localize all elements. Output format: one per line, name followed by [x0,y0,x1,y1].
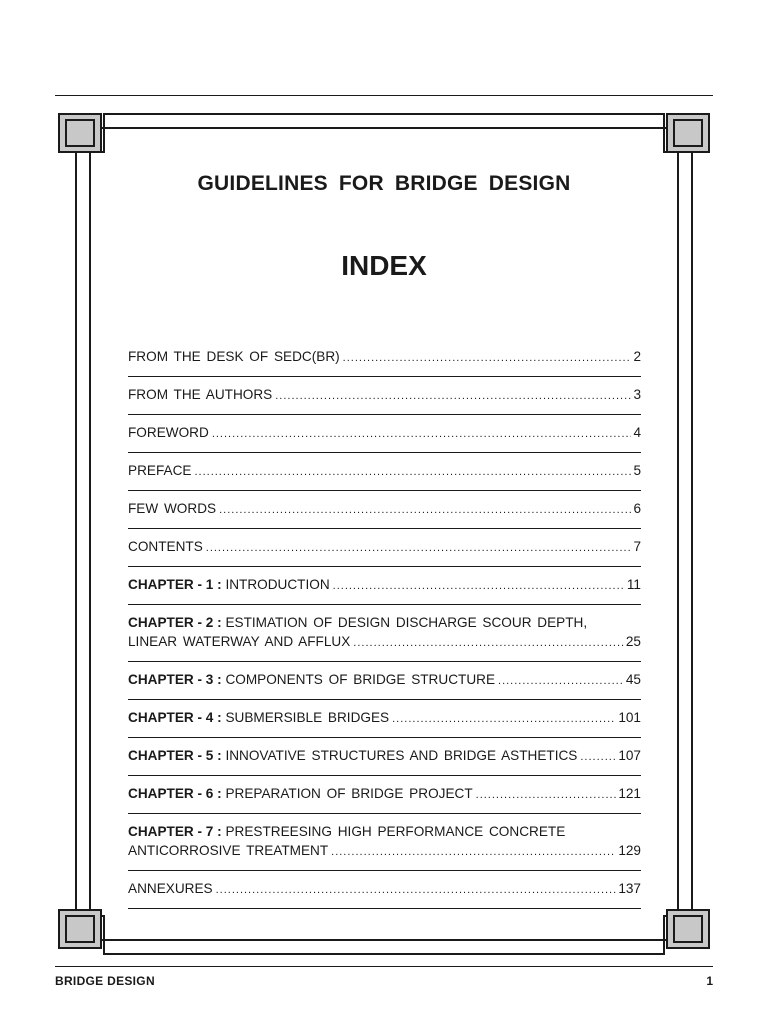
toc-entry[interactable] [128,700,641,738]
footer-page-number: 1 [706,974,713,988]
footer-rule [55,966,713,967]
dot-leader [476,786,617,805]
book-title: GUIDELINES FOR BRIDGE DESIGN [197,172,571,195]
toc-page-number: 5 [633,463,641,478]
dot-leader [580,748,616,767]
dot-leader [212,425,632,444]
corner-ornament-top-right-inner [674,120,702,146]
toc-entry-title: FROM THE DESK OF SEDC(BR) [128,349,340,364]
index-heading: INDEX [341,250,427,281]
toc-page-number: 45 [625,672,641,687]
toc-page-number: 137 [618,881,641,896]
toc-entry-title: ESTIMATION OF DESIGN DISCHARGE SCOUR DEPTH, [225,615,588,630]
toc-entry-title: INNOVATIVE STRUCTURES AND BRIDGE ASTHETICS [225,748,578,763]
dot-leader [392,710,616,729]
toc-page-number: 129 [618,843,641,858]
dot-leader [275,387,631,406]
toc-entry[interactable] [128,871,641,909]
toc-entry[interactable] [128,339,641,377]
dot-leader [353,634,624,653]
corner-ornament-bottom-right-inner [674,916,702,942]
toc-page-number: 121 [618,786,641,801]
toc-entry[interactable] [128,377,641,415]
toc-entry-title: PREPARATION OF BRIDGE PROJECT [225,786,473,801]
dot-leader [333,577,625,596]
toc-page-number: 3 [633,387,641,402]
chapter-number: CHAPTER - 3 : [128,672,222,687]
dot-leader [219,501,631,520]
chapter-number: CHAPTER - 7 : [128,824,222,839]
chapter-number: CHAPTER - 1 : [128,577,222,592]
toc-page-number: 7 [633,539,641,554]
dot-leader [498,672,624,691]
toc-entry-title: COMPONENTS OF BRIDGE STRUCTURE [225,672,496,687]
toc-entry-title: FOREWORD [128,425,209,440]
table-of-contents [128,339,641,909]
dot-leader [206,539,632,558]
toc-entry[interactable] [128,814,641,871]
footer-title: BRIDGE DESIGN [55,974,155,988]
toc-entry[interactable] [128,453,641,491]
toc-page-number: 11 [626,577,641,592]
toc-entry-title-continued: LINEAR WATERWAY AND AFFLUX [128,634,351,649]
toc-page-number: 4 [633,425,641,440]
toc-entry-title: PRESTREESING HIGH PERFORMANCE CONCRETE [225,824,566,839]
toc-page-number: 6 [633,501,641,516]
toc-page-number: 101 [618,710,641,725]
toc-entry[interactable] [128,567,641,605]
toc-entry[interactable] [128,415,641,453]
toc-entry-title: FROM THE AUTHORS [128,387,273,402]
chapter-number: CHAPTER - 2 : [128,615,222,630]
toc-entry-title-continued: ANTICORROSIVE TREATMENT [128,843,329,858]
chapter-number: CHAPTER - 6 : [128,786,222,801]
chapter-number: CHAPTER - 4 : [128,710,222,725]
toc-entry-title: PREFACE [128,463,192,478]
toc-page-number: 107 [618,748,641,763]
chapter-number: CHAPTER - 5 : [128,748,222,763]
toc-entry-title: SUBMERSIBLE BRIDGES [225,710,390,725]
dot-leader [343,349,632,368]
toc-entry[interactable] [128,605,641,662]
toc-entry[interactable] [128,738,641,776]
dot-leader [194,463,631,482]
corner-ornament-top-left-inner [66,120,94,146]
toc-page-number: 2 [633,349,641,364]
toc-entry-title: CONTENTS [128,539,203,554]
toc-entry[interactable] [128,491,641,529]
toc-entry[interactable] [128,662,641,700]
toc-entry-title: FEW WORDS [128,501,217,516]
corner-ornament-bottom-left-inner [66,916,94,942]
toc-entry[interactable] [128,529,641,567]
dot-leader [216,881,617,900]
toc-page-number: 25 [625,634,641,649]
toc-entry-title: INTRODUCTION [225,577,330,592]
toc-entry[interactable] [128,776,641,814]
toc-entry-title: ANNEXURES [128,881,213,896]
dot-leader [331,843,616,862]
